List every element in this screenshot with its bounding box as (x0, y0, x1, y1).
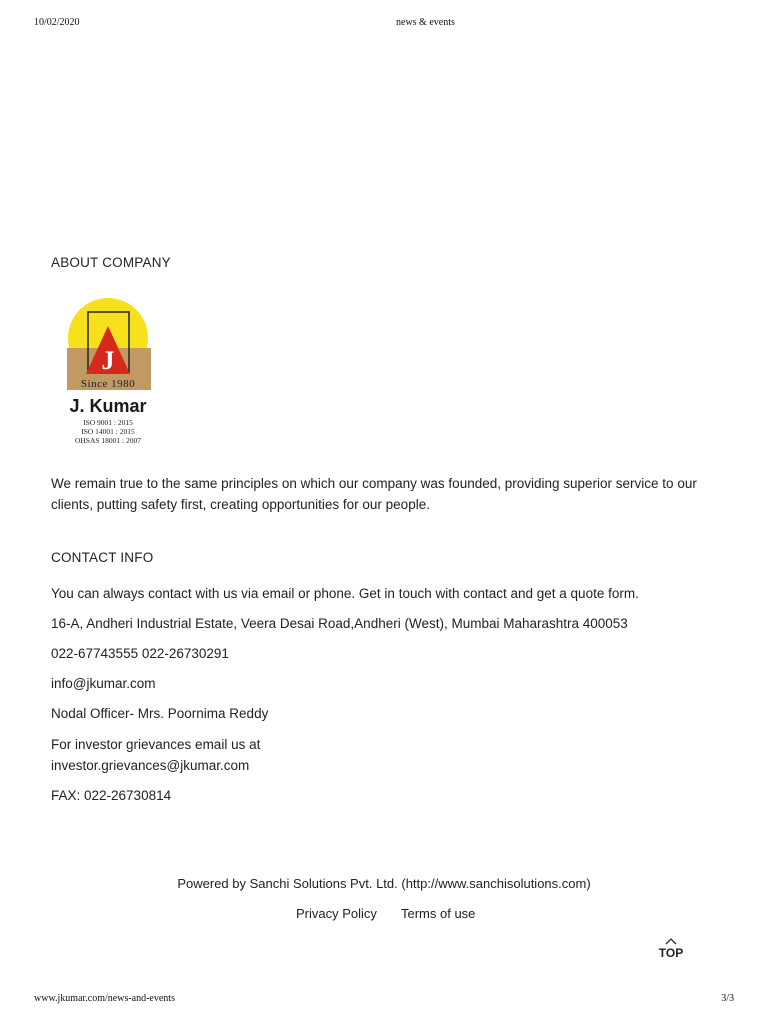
print-date: 10/02/2020 (34, 17, 80, 28)
logo-cert-2: ISO 14001 : 2015 (81, 427, 135, 436)
contact-heading: CONTACT INFO (51, 550, 154, 565)
about-text-line-1: We remain true to the same principles on which our company was founded, providing superior service to our (51, 476, 697, 491)
logo-since: Since 1980 (80, 378, 136, 390)
about-heading: ABOUT COMPANY (51, 255, 171, 270)
top-label: TOP (658, 946, 684, 960)
contact-intro: You can always contact with us via email or phone. Get in touch with contact and get a quote form. (51, 586, 639, 601)
chevron-up-icon (665, 938, 677, 945)
company-logo (62, 296, 160, 448)
contact-investor-email[interactable]: investor.grievances@jkumar.com (51, 758, 250, 773)
logo-cert-3: OHSAS 18001 : 2007 (74, 436, 142, 445)
print-url: www.jkumar.com/news-and-events (34, 993, 175, 1004)
logo-cert-1: ISO 9001 : 2015 (83, 418, 133, 427)
print-title: news & events (396, 17, 455, 28)
contact-address: 16-A, Andheri Industrial Estate, Veera Desai Road,Andheri (West), Mumbai Maharashtra 400053 (51, 616, 628, 631)
contact-investor-label: For investor grievances email us at (51, 737, 261, 752)
back-to-top-button[interactable] (655, 938, 687, 960)
terms-of-use-link[interactable]: Terms of use (401, 906, 476, 921)
about-text-line-2: clients, putting safety first, creating opportunities for our people. (51, 497, 430, 512)
powered-by[interactable]: Powered by Sanchi Solutions Pvt. Ltd. (http://www.sanchisolutions.com) (177, 876, 591, 891)
logo-initial: J (101, 346, 115, 375)
contact-nodal-officer: Nodal Officer- Mrs. Poornima Reddy (51, 706, 269, 721)
print-page-number: 3/3 (721, 993, 734, 1004)
contact-email[interactable]: info@jkumar.com (51, 676, 156, 691)
privacy-policy-link[interactable]: Privacy Policy (296, 906, 377, 921)
logo-brand: J. Kumar (69, 396, 147, 416)
contact-fax: FAX: 022-26730814 (51, 788, 172, 803)
contact-phones[interactable]: 022-67743555 022-26730291 (51, 646, 229, 661)
